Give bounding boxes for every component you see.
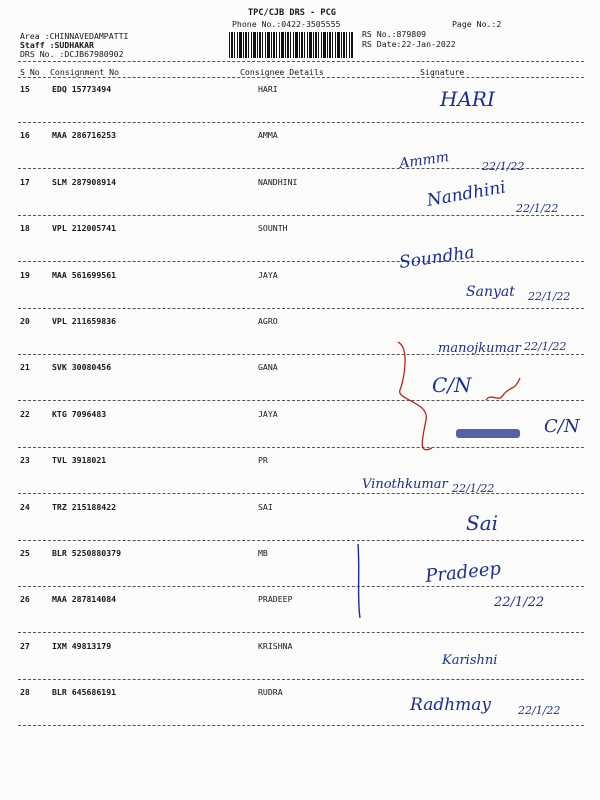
page-number: Page No.:2 xyxy=(452,19,502,29)
table-row xyxy=(0,270,600,316)
signature-17: Nandhini xyxy=(425,177,508,211)
rs-date: RS Date:22-Jan-2022 xyxy=(362,39,456,49)
row-consignee-name: AMMA xyxy=(258,130,278,141)
row-divider xyxy=(18,540,584,541)
row-consignment-number: VPL 211659836 xyxy=(52,316,117,326)
signature-16: Ammm xyxy=(398,149,451,172)
row-consignment-number: KTG 7096483 xyxy=(52,408,107,419)
row-divider xyxy=(18,447,584,448)
row-consignee-name: NANDHINI xyxy=(258,176,298,187)
row-consignment-number: VPL 212005741 xyxy=(52,223,117,234)
row-divider xyxy=(18,725,584,726)
table-row xyxy=(0,177,600,223)
row-consignee-name: PRADEEP xyxy=(258,594,293,605)
column-consignment: Consignment No xyxy=(50,67,120,77)
row-consignment-number: IXM 49813179 xyxy=(52,640,112,651)
row-consignee-name: GANA xyxy=(258,362,278,373)
row-divider xyxy=(18,308,584,309)
row-divider xyxy=(18,168,584,169)
row-divider xyxy=(18,586,584,587)
row-divider xyxy=(18,632,584,633)
table-row xyxy=(0,548,600,594)
table-row xyxy=(0,316,600,362)
row-divider xyxy=(18,354,584,355)
row-serial-number: 16 xyxy=(20,130,30,141)
row-consignee-name: SOUNTH xyxy=(258,223,288,234)
signature-22-cn: C/N xyxy=(432,373,472,397)
column-consignee: Consignee Details xyxy=(240,67,324,77)
signature-21: manojkumar xyxy=(438,341,521,356)
signature-18: Soundha xyxy=(397,242,476,273)
row-consignee-name: SAI xyxy=(258,501,273,512)
row-serial-number: 27 xyxy=(20,640,30,651)
table-row xyxy=(0,223,600,269)
table-row xyxy=(0,455,600,501)
table-row xyxy=(0,641,600,687)
signature-16-date: 22/1/22 xyxy=(482,160,525,173)
row-serial-number: 15 xyxy=(20,84,30,94)
signature-23: Vinothkumar xyxy=(362,477,448,492)
row-consignment-number: EDQ 15773494 xyxy=(52,84,112,94)
signature-15: HARI xyxy=(440,87,495,111)
sheet-title: TPC/CJB DRS - PCG xyxy=(248,8,336,18)
area-label: Area :CHINNAVEDAMPATTI xyxy=(20,31,129,41)
row-divider xyxy=(18,215,584,216)
signature-23-date: 22/1/22 xyxy=(452,482,495,495)
table-row xyxy=(0,687,600,733)
table-row xyxy=(0,502,600,548)
row-serial-number: 19 xyxy=(20,269,30,280)
signature-27: Karishni xyxy=(442,653,498,668)
row-serial-number: 17 xyxy=(20,176,30,187)
row-consignment-number: MAA 286716253 xyxy=(52,130,117,141)
row-divider xyxy=(18,679,584,680)
staff-label: Staff :SUDHAKAR xyxy=(20,40,94,50)
drs-number: DRS No. :DCJB67980902 xyxy=(20,49,124,59)
row-consignment-number: MAA 561699561 xyxy=(52,269,117,280)
row-consignment-number: MAA 287814084 xyxy=(52,594,117,605)
phone-number: Phone No.:0422-3505555 xyxy=(232,19,341,29)
signature-19-date: 22/1/22 xyxy=(528,290,571,303)
row-divider xyxy=(18,261,584,262)
row-serial-number: 20 xyxy=(20,316,30,326)
signature-21-date: 22/1/22 xyxy=(524,340,567,353)
row-consignment-number: SVK 30080456 xyxy=(52,362,112,373)
row-serial-number: 18 xyxy=(20,223,30,234)
row-consignee-name: JAYA xyxy=(258,408,278,419)
row-consignment-number: BLR 645686191 xyxy=(52,687,117,698)
row-consignment-number: BLR 5250880379 xyxy=(52,548,122,558)
row-consignee-name: AGRO xyxy=(258,316,278,326)
row-consignee-name: PR xyxy=(258,455,268,466)
signature-28: Radhmay xyxy=(410,695,492,715)
rs-number: RS No.:879809 xyxy=(362,29,427,39)
row-divider xyxy=(18,122,584,123)
row-serial-number: 25 xyxy=(20,548,30,558)
table-row xyxy=(0,594,600,640)
signature-26-date: 22/1/22 xyxy=(494,595,545,610)
row-serial-number: 21 xyxy=(20,362,30,373)
header-rule-top xyxy=(18,61,584,62)
row-divider xyxy=(18,400,584,401)
row-serial-number: 28 xyxy=(20,687,30,698)
row-consignee-name: JAYA xyxy=(258,269,278,280)
table-row xyxy=(0,362,600,408)
row-consignment-number: TVL 3918021 xyxy=(52,455,107,466)
row-consignment-number: TRZ 215188422 xyxy=(52,501,117,512)
signature-22-cn-second: C/N xyxy=(544,416,580,437)
signature-26: Pradeep xyxy=(424,558,502,587)
row-consignee-name: MB xyxy=(258,548,268,558)
row-serial-number: 26 xyxy=(20,594,30,605)
table-row xyxy=(0,130,600,176)
signature-17-date: 22/1/22 xyxy=(516,202,559,215)
row-consignee-name: KRISHNA xyxy=(258,640,293,651)
row-serial-number: 22 xyxy=(20,408,30,419)
row-consignee-name: RUDRA xyxy=(258,687,283,698)
signature-24: Sai xyxy=(466,511,499,535)
row-serial-number: 24 xyxy=(20,501,30,512)
row-consignee-name: HARI xyxy=(258,84,278,94)
column-sno: S No xyxy=(20,67,40,77)
table-row xyxy=(0,84,600,130)
header-rule-bottom xyxy=(18,77,584,78)
signature-19: Sanyat xyxy=(466,284,515,300)
table-row xyxy=(0,409,600,455)
column-signature: Signature xyxy=(420,67,465,77)
barcode xyxy=(229,32,353,58)
row-divider xyxy=(18,493,584,494)
row-consignment-number: SLM 287908914 xyxy=(52,176,117,187)
row-serial-number: 23 xyxy=(20,455,30,466)
signature-28-date: 22/1/22 xyxy=(518,704,561,717)
